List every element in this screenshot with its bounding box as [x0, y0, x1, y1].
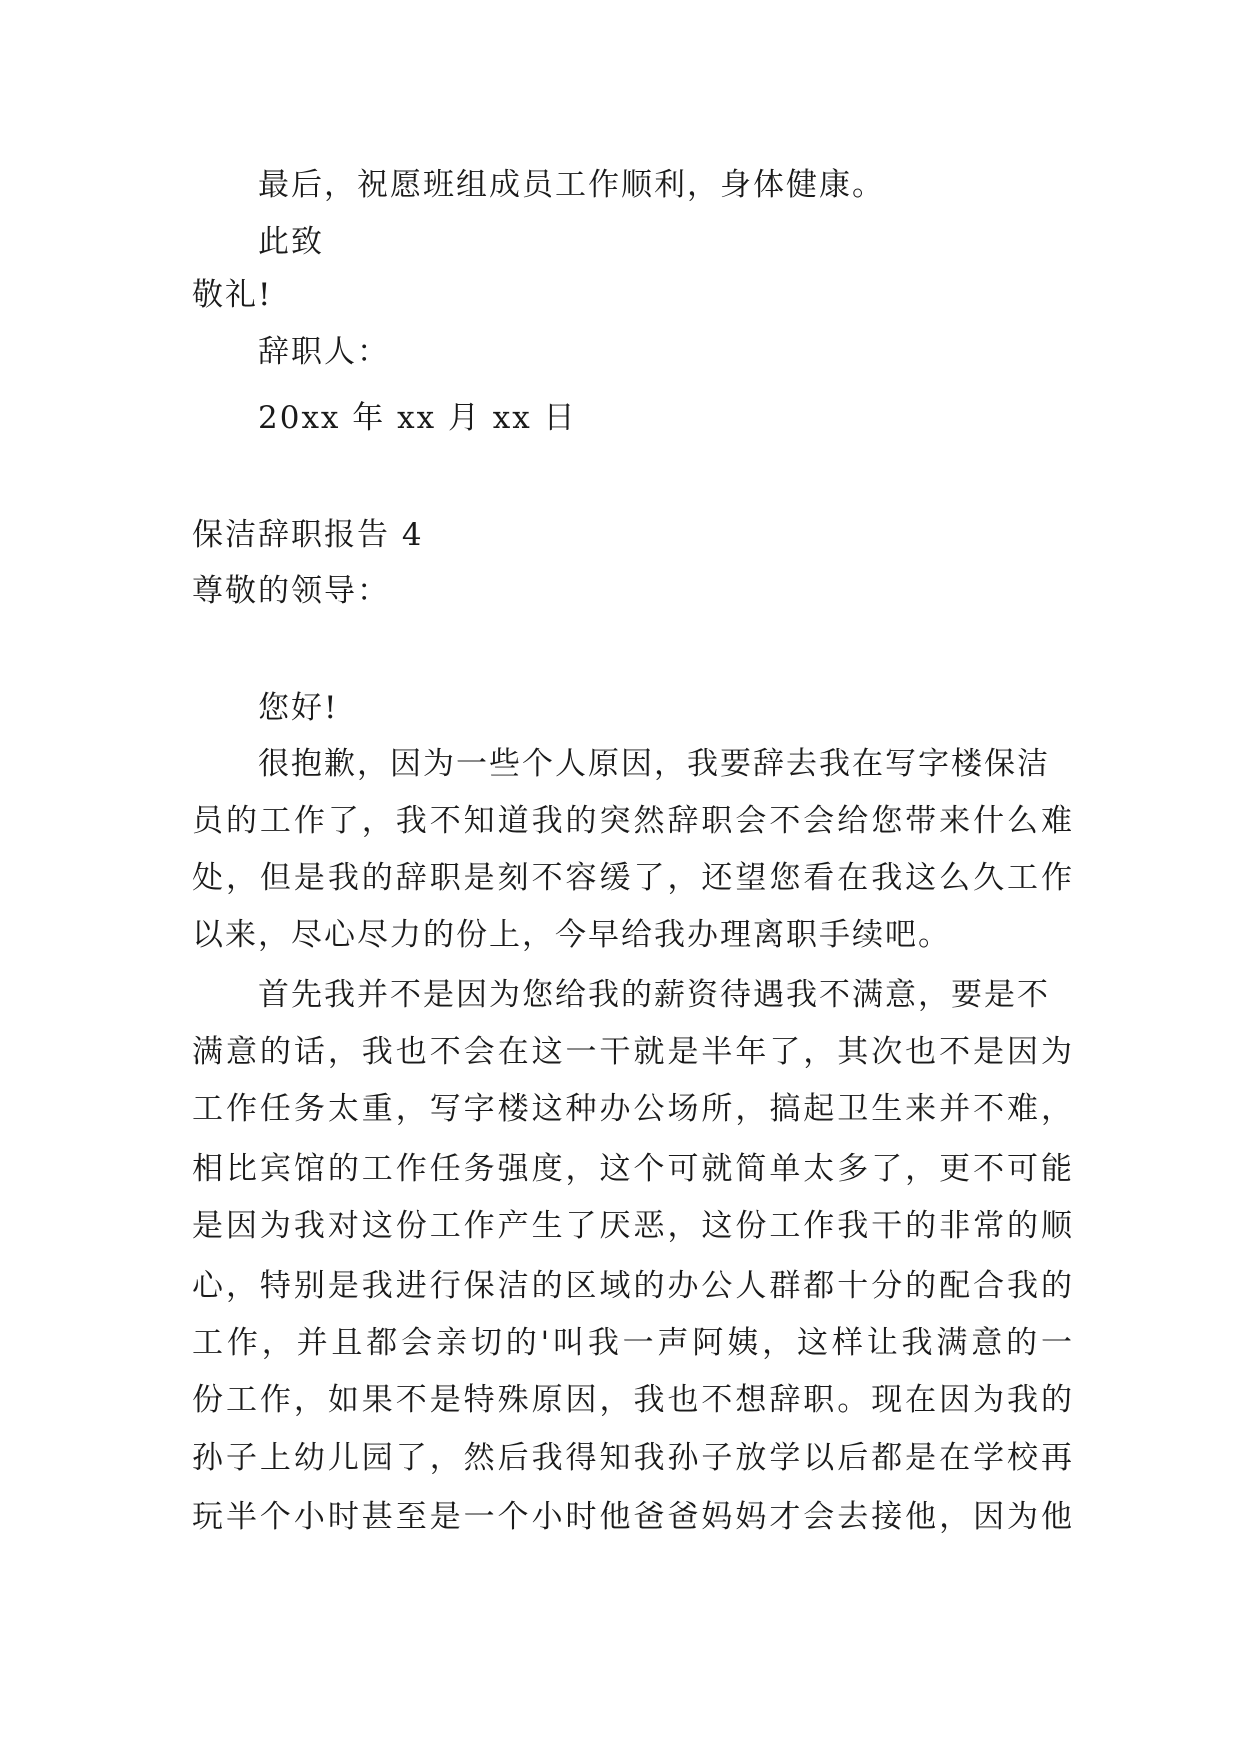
signer-label: 辞职人： [258, 334, 390, 370]
greeting: 尊敬的领导： [192, 573, 390, 609]
paragraph-line: 处，但是我的辞职是刻不容缓了，还望您看在我这么久工作 [192, 860, 1072, 896]
letter-date: 20xx 年 xx 月 xx 日 [258, 400, 577, 436]
paragraph-line: 孙子上幼儿园了，然后我得知我孙子放学以后都是在学校再 [192, 1440, 1072, 1476]
paragraph-line: 相比宾馆的工作任务强度，这个可就简单太多了，更不可能 [192, 1151, 1072, 1187]
paragraph-line: 份工作，如果不是特殊原因，我也不想辞职。现在因为我的 [192, 1382, 1072, 1418]
paragraph-line: 员的工作了，我不知道我的突然辞职会不会给您带来什么难 [192, 803, 1072, 839]
salutation-ci-zhi: 此致 [258, 224, 324, 260]
paragraph-line: 工作，并且都会亲切的'叫我一声阿姨，这样让我满意的一 [192, 1325, 1072, 1361]
paragraph-line: 玩半个小时甚至是一个小时他爸爸妈妈才会去接他，因为他 [192, 1499, 1072, 1535]
paragraph-line: 满意的话，我也不会在这一干就是半年了，其次也不是因为 [192, 1034, 1072, 1070]
paragraph-line: 工作任务太重，写字楼这种办公场所，搞起卫生来并不难， [192, 1091, 1072, 1127]
section-title: 保洁辞职报告 4 [192, 517, 424, 553]
hello-line: 您好! [258, 690, 339, 726]
closing-wish: 最后，祝愿班组成员工作顺利，身体健康。 [258, 167, 885, 203]
salutation-jing-li: 敬礼! [192, 277, 273, 313]
paragraph-line: 很抱歉，因为一些个人原因，我要辞去我在写字楼保洁 [258, 746, 1050, 782]
paragraph-line: 以来，尽心尽力的份上，今早给我办理离职手续吧。 [192, 917, 951, 953]
paragraph-line: 首先我并不是因为您给我的薪资待遇我不满意，要是不 [258, 977, 1050, 1013]
paragraph-line: 心，特别是我进行保洁的区域的办公人群都十分的配合我的 [192, 1268, 1072, 1304]
paragraph-line: 是因为我对这份工作产生了厌恶，这份工作我干的非常的顺 [192, 1208, 1072, 1244]
